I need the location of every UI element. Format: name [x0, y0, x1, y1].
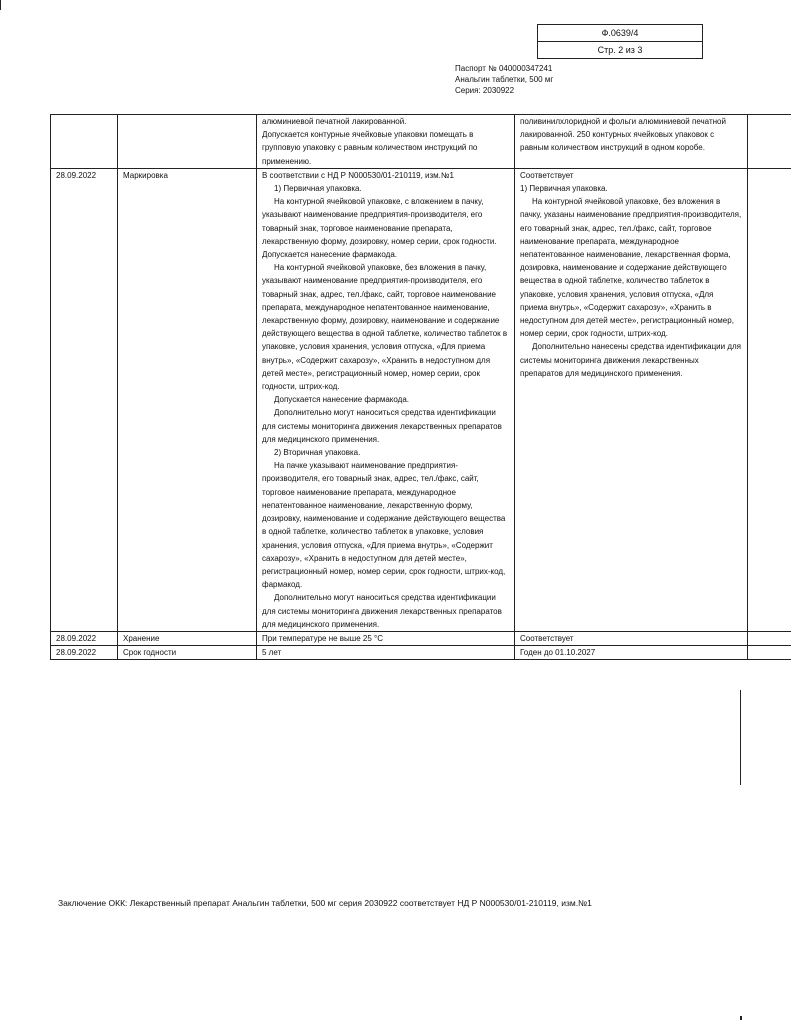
- passport-product: Анальгин таблетки, 500 мг: [455, 75, 554, 84]
- passport-number: Паспорт № 040000347241: [455, 64, 553, 73]
- spec-text: Дополнительно могут наноситься средства идентификации для системы мониторинга движения лекарственных препаратов для медицинского применения.: [262, 593, 502, 629]
- spec-text: На контурной ячейковой упаковке, с вложением в пачку, указывают наименование предприятия-производителя, его товарный знак, торговое наименование препарата, лекарственную форму, дозировку, номер серии, срок годности. Допускается нанесение фармакода.: [262, 197, 497, 260]
- result-text: 1) Первичная упаковка.: [520, 184, 608, 194]
- spec-cell: [257, 115, 515, 169]
- spec-text: алюминиевой печатной лакированной.: [262, 117, 407, 126]
- result-text: поливинилхлоридной и фольги алюминиевой печатной лакированной. 250 контурных ячейковых упаковок с равным количеством инструкций в одном коробе.: [520, 117, 726, 153]
- spec-cell: [257, 168, 515, 631]
- spec-text: Допускается нанесение фармакода.: [274, 395, 410, 405]
- page-number: Стр. 2 из 3: [538, 41, 702, 58]
- spec-cell: При температуре не выше 25 °С: [257, 631, 515, 645]
- spec-text: Допускается контурные ячейковые упаковки помещать в групповую упаковку с равным количеством инструкций по применению.: [262, 130, 478, 166]
- test-name-cell: Маркировка: [118, 168, 257, 631]
- date-cell: 28.09.2022: [51, 631, 118, 645]
- spec-text: На контурной ячейковой упаковке, без вложения в пачку, указывают наименование предприятия-производителя, его товарный знак, адрес, тел./факс, сайт, торговое наименование препарата, международное непатентованное наименование, лекарственную форму, дозировку, наименование и содержание действующего вещества в одной таблетке, количество таблеток в упаковке, условия хранения, условия отпуска, «Для приема внутрь», «Содержит сахарозу», «Хранить в недоступном для детей месте», регистрационный номер, номер серии, срок годности, штрих-код.: [262, 263, 508, 392]
- scan-edge-mark: [740, 690, 741, 785]
- test-name-cell: [118, 115, 257, 169]
- test-results-table: [50, 114, 791, 660]
- spec-text: В соответствии с НД Р N000530/01-210119, изм.№1: [262, 170, 454, 180]
- conclusion-text: Заключение ОКК: Лекарственный препарат Анальгин таблетки, 500 мг серия 2030922 соответствует НД Р N000530/01-210119, изм.№1: [58, 898, 592, 908]
- test-name-cell: Срок годности: [118, 646, 257, 660]
- date-cell: 28.09.2022: [51, 168, 118, 631]
- table-row: [51, 115, 791, 169]
- form-code: Ф.0639/4: [601, 28, 639, 38]
- result-cell: Годен до 01.10.2027: [515, 646, 748, 660]
- spec-text: Дополнительно могут наноситься средства идентификации для системы мониторинга движения лекарственных препаратов для медицинского применения.: [262, 408, 502, 444]
- result-text: Соответствует: [520, 170, 574, 180]
- empty-cell: [748, 168, 791, 631]
- spec-text: На пачке указывают наименование предприятия-производителя, его товарный знак, адрес, тел./факс, сайт, торговое наименование препарата, международное непатентованное наименование, лекарственную форму, дозировку, наименование и содержание действующего вещества в одной таблетке, количество таблеток в упаковке, условия хранения, условия отпуска, «Для приема внутрь», «Содержит сахарозу», «Хранить в недоступном для детей месте», регистрационный номер, номер серии, срок годности, штрих-код, фармакод.: [262, 461, 506, 590]
- table-row: [51, 168, 791, 631]
- date-cell: [51, 115, 118, 169]
- result-cell: Соответствует: [515, 631, 748, 645]
- test-name-cell: Хранение: [118, 631, 257, 645]
- result-text: На контурной ячейковой упаковке, без вложения в пачку, указаны наименование предприятия-производителя, его товарный знак, адрес, тел./факс, сайт, торговое наименование препарата, международное непатентованное наименование, лекарственная форма, дозировка, наименование и содержание действующего вещества в одной таблетке, количество таблеток в упаковке, условия хранения, условия отпуска, «Для приема внутрь», «Содержит сахарозу», «Хранить в недоступном для детей месте», регистрационный номер, номер серии, срок годности, штрих-код.: [520, 197, 742, 339]
- result-cell: [515, 168, 748, 631]
- spec-cell: 5 лет: [257, 646, 515, 660]
- form-code-box: [537, 24, 703, 59]
- date-cell: 28.09.2022: [51, 646, 118, 660]
- passport-series: Серия: 2030922: [455, 86, 515, 95]
- empty-cell: [748, 115, 791, 169]
- scan-edge-mark: [0, 0, 1, 10]
- table-row: [51, 646, 791, 660]
- result-text: Дополнительно нанесены средства идентификации для системы мониторинга движения лекарственных препаратов для медицинского применения.: [520, 342, 741, 378]
- table-row: [51, 631, 791, 645]
- scan-edge-mark: [740, 1016, 742, 1020]
- spec-text: 1) Первичная упаковка.: [274, 184, 362, 194]
- spec-text: 2) Вторичная упаковка.: [274, 448, 361, 458]
- result-cell: [515, 115, 748, 169]
- empty-cell: [748, 631, 791, 645]
- passport-header: [455, 63, 553, 96]
- empty-cell: [748, 646, 791, 660]
